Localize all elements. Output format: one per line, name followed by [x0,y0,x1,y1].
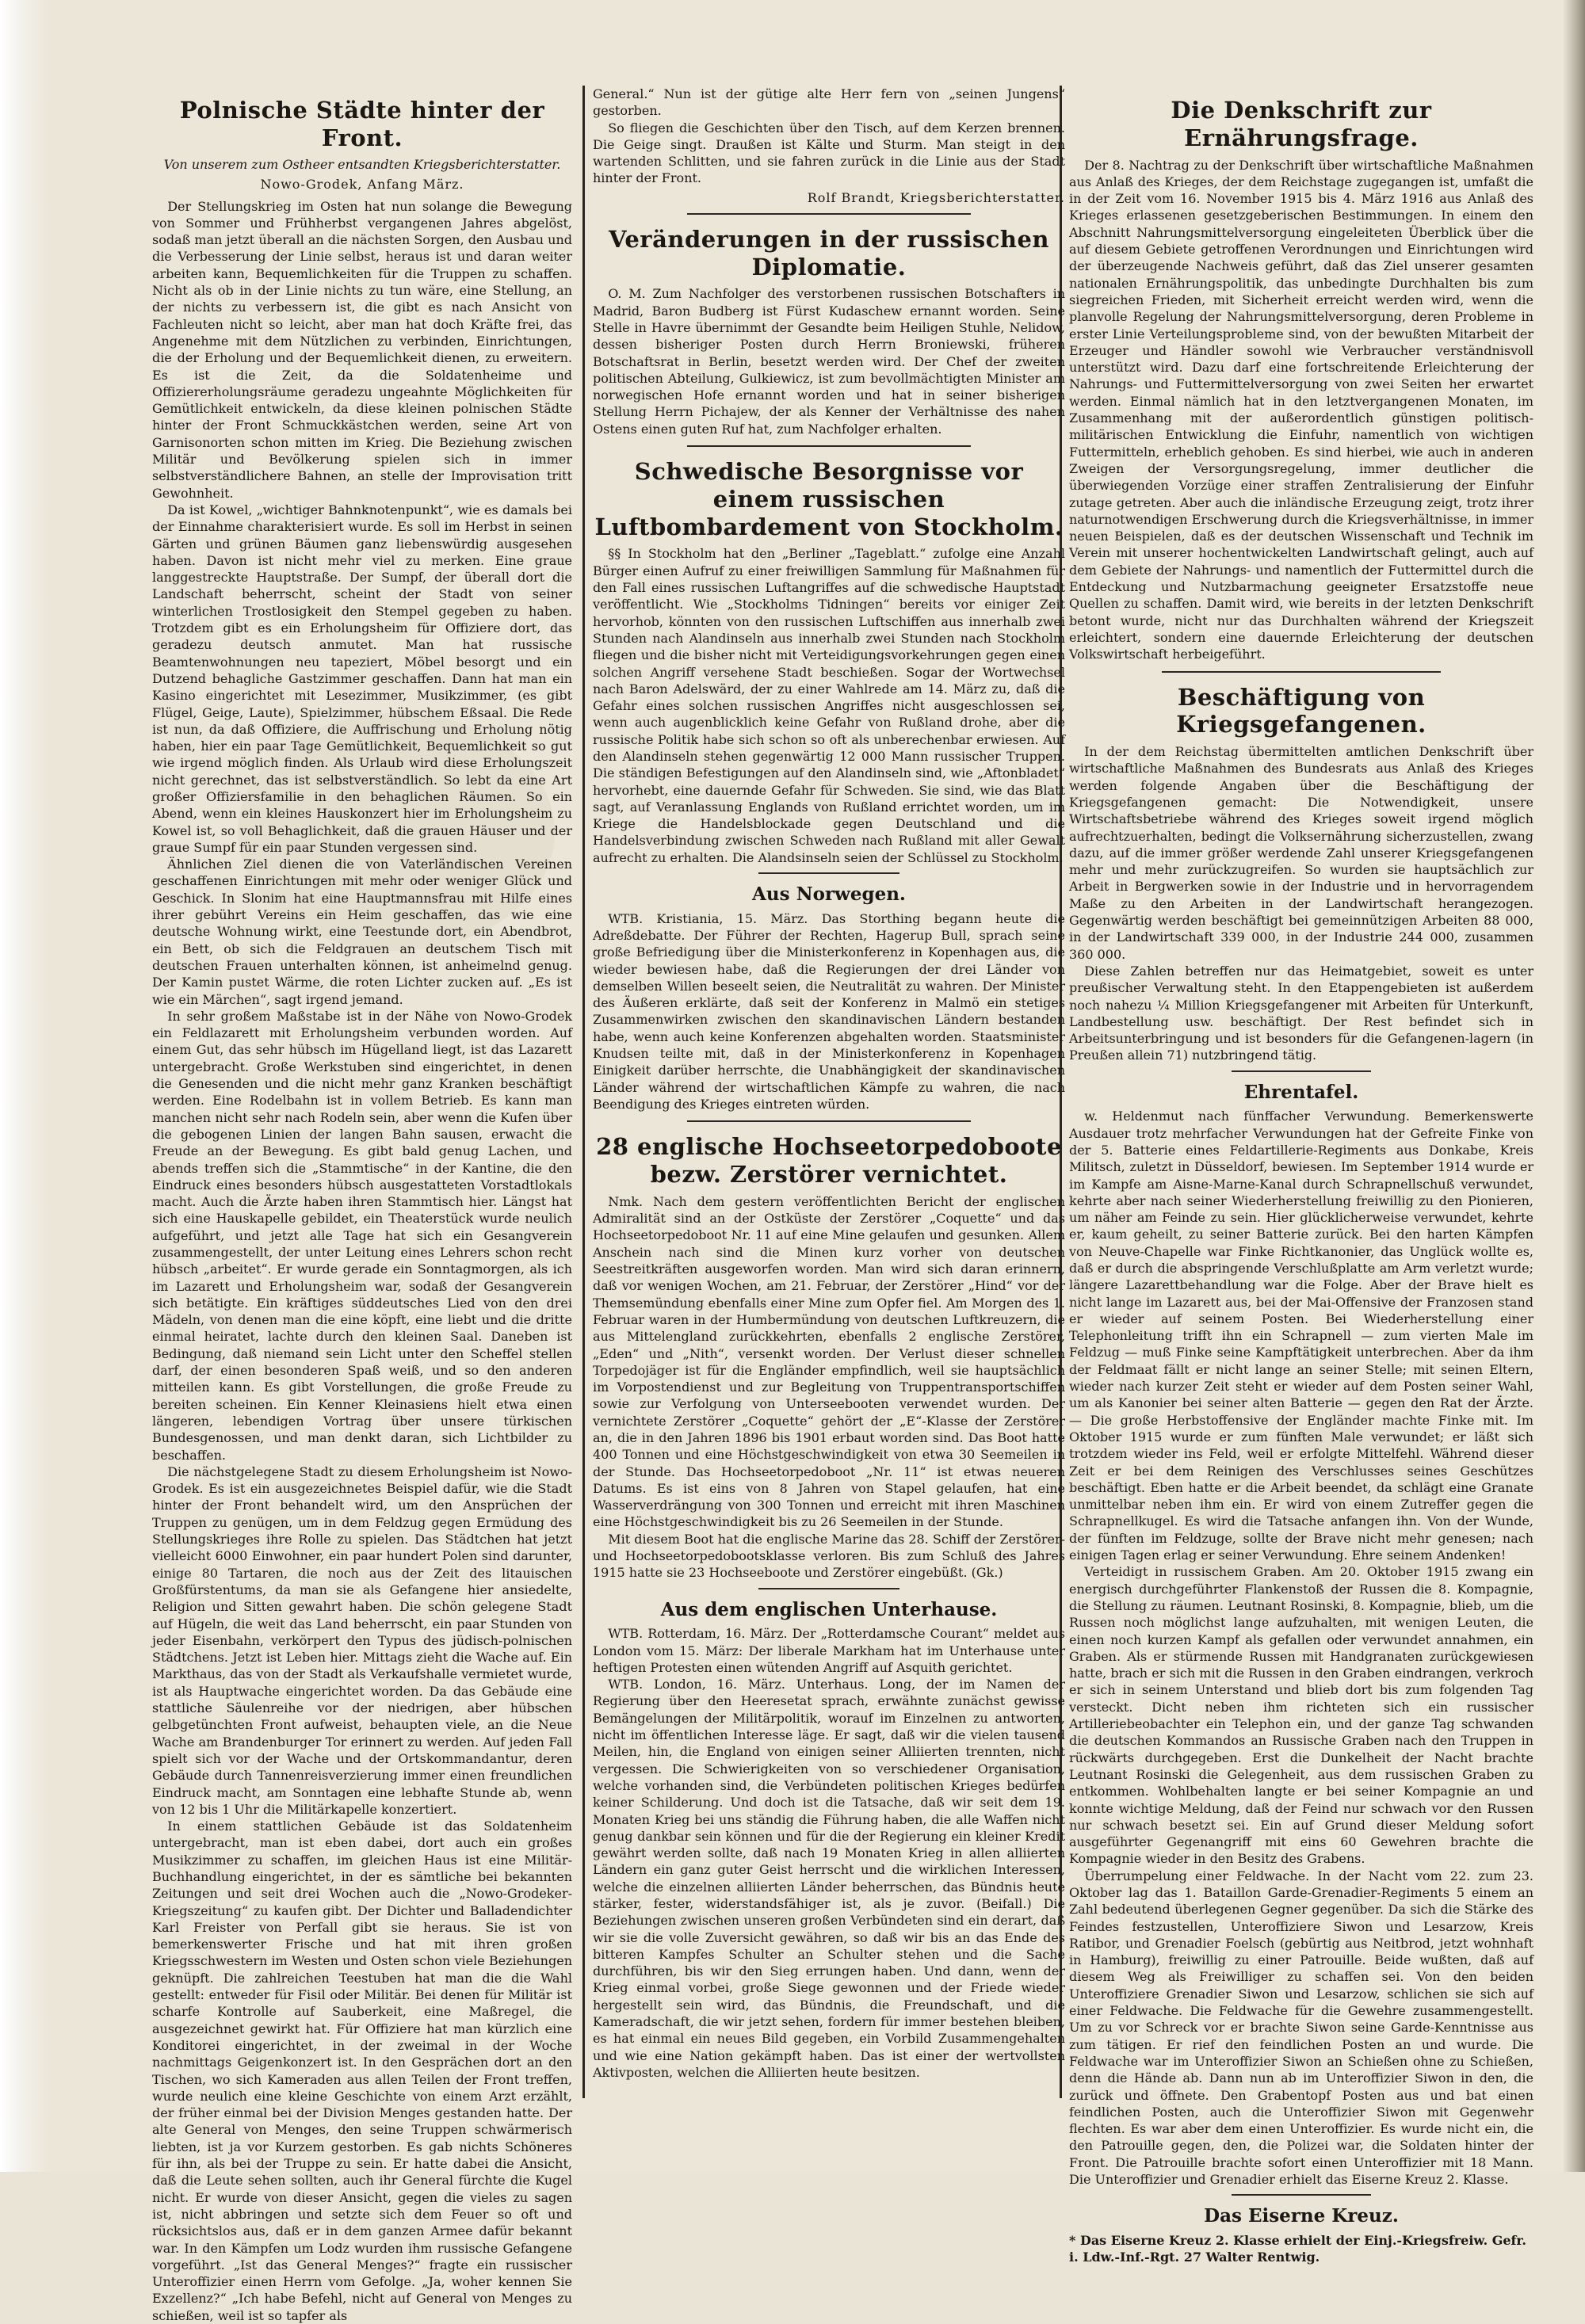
divider [1232,1070,1371,1072]
article-paragraph: Ähnlichen Ziel dienen die von Vaterländischen Vereinen geschaffenen Einrichtungen mit mehr oder weniger Glück und Geschick. In Slonim hat eine Hauptmannsfrau mit Hilfe eines ihrer gebührt Vereins ein Heim geschaffen, das wie eine deutsche Wohnung wirkt, eine Teestunde dort, ein Abendbrot, ein Bett, ob sich die Feldgrauen an deutschem Tisch mit deutschen Frauen unterhalten können, ist anheimelnd genug. Der Kamin pustet Wärme, die roten Lichter zucken auf. „Es ist wie ein Märchen“, sagt irgend jemand. [152,857,572,1007]
divider [687,213,971,215]
page-right-edge [1563,0,1585,2172]
article-headline: Schwedische Besorgnisse vor einem russischen Luftbombardement von Stockholm. [594,458,1064,540]
article-paragraph: WTB. Kristiania, 15. März. Das Storthing begann heute die Adreßdebatte. Der Führer der Rechten, Hagerup Bull, sprach seine große Befriedigung über die Ministerkonferenz in Kopenhagen aus, die wieder bewiesen habe, daß die Regierungen der drei Länder von demselben Willen beseelt seien, die Neutralität zu wahren. Der Minister des Äußeren erklärte, daß seit der Konferenz in Malmö ein stetiges Zusammenwirken zwischen den skandinavischen Ländern bestanden habe, wenn auch keine Konferenzen abgehalten worden. Staatsminister Knudsen teilte mit, daß in der Ministerkonferenz in Kopenhagen Einigkeit darüber herrschte, die Unabhängigkeit der skandinavischen Länder während der wirtschaftlichen Kämpfe zu wahren, die nach Beendigung des Krieges eintreten würden. [593,910,1065,1112]
divider [687,1120,971,1122]
divider [687,445,971,447]
article-paragraph: Nmk. Nach dem gestern veröffentlichten Bericht der englischen Admiralität sind an der Ostküste der Zerstörer „Coquette“ und das Hochseetorpedoboot Nr. 11 auf eine Mine gelaufen und gesunken. Allem Anschein nach sind die Minen kurz vorher von deutschen Seestreitkräften ausgeworfen worden. Man wird sich daran erinnern, daß vor wenigen Wochen, am 21. Februar, der Zerstörer „Hind“ vor der Themsemündung ebenfalls einer Mine zum Opfer fiel. Am Morgen des 1. Februar waren in der Humbermündung von deutschen Luftkreuzern, die aus Mittelengland zurückkehrten, ebenfalls 2 englische Zerstörer, „Eden“ und „Nith“, versenkt worden. Der Verlust dieser schnellen Torpedojäger ist für die Engländer empfindlich, weil sie hauptsächlich im Vorpostendienst und zur Begleitung von Truppentransportschiffen sowie zur Verfolgung von Unterseebooten verwendet wurden. Der vernichtete Zerstörer „Coquette“ gehört der „E“-Klasse der Zerstörer an, die in den Jahren 1896 bis 1901 erbaut worden sind. Das Boot hatte 400 Tonnen und eine Höchstgeschwindigkeit von etwa 30 Seemeilen in der Stunde. Das Hochseetorpedoboot „Nr. 11“ ist etwas neueren Datums. Es ist eins von 8 Jahren von Stapel gelaufen, hat eine Wasserverdrängung von 300 Tonnen und erreicht mit ihren Maschinen eine Höchstgeschwindigkeit bis zu 26 Seemeilen in der Stunde. [593,1193,1065,1530]
column-1 [152,86,572,2323]
article-headline: Beschäftigung von Kriegsgefangenen. [1176,683,1426,738]
article-paragraph: In einem stattlichen Gebäude ist das Soldatenheim untergebracht, man ist eben dabei, dort auch ein großes Musikzimmer zu schaffen, im gleichen Haus ist eine Militär-Buchhandlung eingerichtet, in der es sämtliche bei bekannten Zeitungen und seit drei Wochen auch die „Nowo-Grodeker-Kriegszeitung“ zu kaufen gibt. Der Dichter und Balladendichter Karl Freister von Perfall gibt sie heraus. Sie ist von bemerkenswerter Frische und hat mit ihren großen Kriegsschwestern im Westen und Osten schon viele Beziehungen geknüpft. Die zahlreichen Teestuben hat man die die Wahl gestellt: entweder für Fisil oder Militär. Bei denen für Militär ist scharfe Kontrolle auf Sauberkeit, eine Maßregel, die ausgezeichnet gewirkt hat. Für Offiziere hat man kürzlich eine Konditorei eingerichtet, in der zweimal in der Woche nachmittags Geigenkonzert ist. In den Gesprächen dort an den Tischen, wo sich Kameraden aus allen Teilen der Front treffen, wurde neulich eine kleine Geschichte von einem Arzt erzählt, der früher einmal bei der Division Menges gestanden hatte. Der alte General von Menges, den seine Truppen schwärmerisch liebten, ist ja vor Kurzem gestorben. Es gab nichts Schöneres für ihn, als bei der Truppe zu sein. Er hatte dabei die Ansicht, daß die Leute sehen sollten, auch ihr General fürchte die Kugel nicht. Er wurde von dieser Ansicht, gegen die vieles zu sagen ist, nicht abbringen und setzte sich dem Feuer so oft und rücksichtslos aus, daß er in dem ganzen Armee dafür bekannt war. In den Kämpfen um Lodz wurden ihm russische Gefangene vorgeführt. „Ist das General Menges?“ fragte ein russischer Unteroffizier einen Herrn vom Gefolge. „Ja, woher kennen Sie Exzellenz?“ „Ich habe Befehl, nicht auf General von Menges zu schießen, weil ist so tapfer als [152,1818,572,2323]
article-paragraph: In sehr großem Maßstabe ist in der Nähe von Nowo-Grodek ein Feldlazarett mit Erholungsheim verbunden worden. Auf einem Gut, das sehr hübsch im Hügelland liegt, ist das Lazarett untergebracht. Große Werkstuben sind eingerichtet, in denen die Genesenden und die nicht mehr ganz Kranken beschäftigt werden. Eine Rodelbahn ist in vollem Betrieb. Es kann man manchen nicht sehr nach Rodeln sein, aber wenn die Kufen über die gebogenen Linien der langen Bahn sausen, erwacht die Freude an der Bewegung. Es gibt bald genug Lachen, und abends treffen sich die „Stammtische“ in der Kantine, die den Eindruck eines besonders hübsch ausgestatteten Vorstadtlokals macht. Auch die Ärzte haben ihren Stammtisch hier. Längst hat sich eine Hauskapelle gebildet, ein Theaterstück wurde neulich aufgeführt, und jetzt alle Tage hat sich ein Gesangverein zusammengestellt, der unter Leitung eines Lehrers schon recht hübsch „arbeitet“. Er wurde gerade ein Sonntagmorgen, als ich im Lazarett und Erholungsheim war, sodaß der Gesangverein sich betätigte. Ein kräftiges süddeutsches Lied von den drei Mädeln, von denen man die eine köpft, eine liebt und die dritte einmal heiratet, lachte durch den kleinen Saal. Daneben ist Bedingung, daß niemand sein Licht unter den Scheffel stellen darf, der einen besonderen Spaß weiß, und so den anderen mitteilen kann. Es gibt Vorstellungen, die große Freude zu bereiten scheinen. Ein Kenner Kleinasiens hielt etwa einen längeren, lebendigen Vortrag über unsere türkischen Bundesgenossen, und man denkt daran, sich Lichtbilder zu beschaffen. [152,1008,572,1463]
article-paragraph: Die nächstgelegene Stadt zu diesem Erholungsheim ist Nowo-Grodek. Es ist ein ausgezeichnetes Beispiel dafür, wie die Stadt hinter der Front behandelt wird, um den Ansprüchen der Truppen zu genügen, um in dem Feldzug gegen Ermüdung des Stellungskrieges ihre Rolle zu spielen. Das Städtchen hat jetzt vielleicht 6000 Einwohner, ein paar hundert Polen sind darunter, einige 80 Tartaren, die noch aus der Zeit des litauischen Großfürstentums, da man sie als Gefangene hier ansiedelte, Religion und Sitten gewahrt haben. Die schön gelegene Stadt auf Hügeln, die weit das Land beherrscht, ein paar Stunden von jeder Eisenbahn, verkörpert den Typus des jüdisch-polnischen Städtchens. Jetzt ist Leben hier. Mittags zieht die Wache auf. Ein Markthaus, das von der Stadt als Verkaufshalle vermietet wurde, ist als Hauptwache eingerichtet worden. Da das Gebäude eine stattliche Säulenreihe vor der niedrigen, aber hübschen gelbgetünchten Front aufweist, behaupten viele, an die Neue Wache am Brandenburger Tor erinnert zu werden. Auf jeden Fall spielt sich vor der Wache und der Ortskommandantur, deren Gebäude durch Tannenreisverzierung immer einen freundlichen Eindruck macht, am Sonntagen eine lebhafte Stunde ab, wenn von 12 bis 1 Uhr die Militärkapelle konzertiert. [152,1463,572,1817]
column-3 [1069,86,1533,2265]
column-2 [593,86,1065,2114]
article-paragraph: WTB. London, 16. März. Unterhaus. Long, der im Namen der Regierung über den Heeresetat sprach, erwähnte zunächst gewisse Bemängelungen der Militärpolitik, worauf im Einzelnen zu antworten, nicht im öffentlichen Interesse läge. Er sagt, daß wir die vielen tausend Meilen, hin, die England von einigen seiner Alliierten trennten, nicht vergessen. Die Schwierigkeiten von so verschiedener Organisation, welche vorhanden sind, die Verbündeten politischen Krieges bedürfen keiner Schilderung. Und doch ist die Tatsache, daß wir seit dem 19. Monaten Krieg bei uns ständig die Führung haben, die alle Waffen nicht genug dankbar sein können und für die der Regierung ein kleiner Kredit gewährt werden sollte, daß nach 19 Monaten Krieg in allen alliierten Ländern ein ganz guter Geist herrscht und die wirklichen Interessen, welche die einzelnen alliierten Länder beherrschen, das Bündnis heute stärker, fester, widerstandsfähiger ist, als je zuvor. (Beifall.) Die Beziehungen zwischen unseren großen Verbündeten sind ein derart, daß wir sie die volle Zuversicht gewähren, so daß wir bis an das Ende des bitteren Kampfes Schulter an Schulter stehen und die Sache durchführen, bis wir den Sieg errungen haben. Und dann, wenn der Krieg einmal vorbei, große Siege gewonnen und der Friede wieder hergestellt sein wird, das Bündnis, die Freundschaft, und die Kameradschaft, die wir jetzt sehen, fordern für immer bestehen bleiben, es hat einmal ein neues Bild gegeben, ein Vorbild Zusammengehalten und wie eine Nation gekämpft haben. Das ist einer der wertvollsten Aktivposten, welchen die Alliierten heute besitzen. [593,1677,1065,2080]
article-paragraph: Verteidigt in russischem Graben. Am 20. Oktober 1915 zwang ein energisch durchgeführter Flankenstoß der Russen die 8. Kompagnie, die Stellung zu räumen. Leutnant Rosinski, 8. Kompagnie, blieb, um die Russen noch möglichst lange aufzuhalten, mit wenigen Leuten, die einen noch kurzen Kampf als gefallen oder verwundet annahmen, ein Graben. Als er stürmende Russen mit Handgranaten zurückgewiesen hatte, brach er sich mit die Russen in den Graben eindrangen, verkroch er sich in seinem Unterstand und blieb dort bis zum folgenden Tag versteckt. Dicht neben ihm richteten sich ein russischer Artilleriebeobachter ein Telephon ein, und der ganze Tag schwanden die deutschen Kommandos an Russische Graben nach den Truppen in rückwärts durchgegeben. Erst die Dunkelheit der Nacht brachte Leutnant Rosinski die Gelegenheit, aus dem russischen Graben zu entkommen. Wohlbehalten langte er bei seiner Kompagnie an und konnte wichtige Meldung, daß der Feind nur schwach vor den Russen nur schwach besetzt sei. Ein auf Grund dieser Meldung sofort ausgeführter Gegenangriff mit eins 60 Gewehren brachte die Kompagnie wieder in den Besitz des Grabens. [1069,1564,1533,1867]
divider [1162,671,1441,673]
article-paragraph: Überrumpelung einer Feldwache. In der Nacht vom 22. zum 23. Oktober lag das 1. Bataillon Garde-Grenadier-Regiments 5 einem an Zahl bedeutend überlegenen Gegner gegenüber. Da sich die Stärke des Feindes festzustellen, Unteroffiziere Siwon und Lesarzow, Kreis Ratibor, und Grenadier Foelsch (gebürtig aus Neitbrod, jetzt wohnhaft in Hamburg), freiwillig zu einer Patrouille. Beide wußten, daß auf diesem Weg als Freiwilliger zu schaffen sei. Von den beiden Unteroffiziere Grenadier Siwon und Lesarzow, schlichen sie sich auf einer Feldwache. Die Feldwache für die Gewehre zusammengestellt. Um zu vor Schreck vor er brachte Siwon seine Garde-Kenntnisse aus zum tätigen. Er rief den feindlichen Posten an und wurde. Die Feldwache war im Unteroffizier Siwon an Schießen ohne zu Schießen, denn die Hände ab. Dann nun ab im Unteroffizier Siwon in den, die zurück und öffnete. Den Grabentopf Posten aus und bat einen feindlichen Posten, auch die Unteroffizier Siwon mit Gegenwehr flechten. Es war aber dem einen Unteroffizier. Es wurde nicht ein, die den Patrouille gegen, den, die Polizei war, die Soldaten hinter der Front. Die Patrouille brachte sofort einen Unteroffizier mit 18 Mann. Die Unteroffizier und Grenadier erhielt das Eiserne Kreuz 2. Klasse. [1069,1868,1533,2188]
article-paragraph: O. M. Zum Nachfolger des verstorbenen russischen Botschafters in Madrid, Baron Budberg ist Fürst Kudaschew ernannt worden. Seine Stelle in Havre übernimmt der Gesandte beim Heiligen Stuhle, Nelidow, dessen bisheriger Posten durch Herrn Broniewski, früheren Botschaftsrat in Berlin, besetzt werden wird. Der Chef der zweiten politischen Abteilung, Gulkiewicz, ist zum bevollmächtigten Minister am norwegischen Hofe ernannt worden und hat in seiner bisherigen Stellung Herrn Pichajew, der als Kenner der Verhältnisse des nahen Ostens einen guten Ruf hat, zum Nachfolger erhalten. [593,286,1065,437]
article-paragraph: Diese Zahlen betreffen nur das Heimatgebiet, soweit es unter preußischer Verwaltung steht. In den Etappengebieten ist außerdem noch nahezu ¼ Million Kriegsgefangener mit Arbeiten für Unterkunft, Landbestellung usw. beschäftigt. Der Rest befindet sich in Arbeitsunterbringung und ist besonders für die Gefangenen-lagern (in Preußen allein 71) nutzbringend tätig. [1069,963,1533,1063]
article-paragraph: * Das Eiserne Kreuz 2. Klasse erhielt der Einj.-Kriegsfreiw. Gefr. i. Ldw.-Inf.-Rgt. 27 Walter Rentwig. [1069,2232,1526,2265]
divider [1232,2194,1371,2196]
article-paragraph: WTB. Rotterdam, 16. März. Der „Rotterdamsche Courant“ meldet aus London vom 15. März: Der liberale Markham hat im Unterhause unter heftigen Protesten einen wütenden Angriff auf Asquith gerichtet. [593,1626,1065,1675]
article-byline: Von unserem zum Ostheer entsandten Kriegsberichterstatter. [163,156,561,172]
article-signature: Rolf Brandt, Kriegsberichterstatter. [807,189,1065,205]
article-headline: 28 englische Hochseetorpedoboote bezw. Zerstörer vernichtet. [596,1133,1062,1189]
article-paragraph: In der dem Reichstag übermittelten amtlichen Denkschrift über wirtschaftliche Maßnahmen des Bundesrats aus Anlaß des Krieges werden folgende Angaben über die Beschäftigung der Kriegsgefangenen gemacht: Die Notwendigkeit, unsere Wirtschaftsbetriebe während des Krieges soweit irgend möglich aufrechtzuerhalten, bedingt die Volksernährung sicherzustellen, zwang dazu, auf die immer größer werdende Zahl unserer Kriegsgefangenen mehr und mehr zurückzugreifen. So wurden sie hauptsächlich zur Arbeit in Bergwerken sowie in der Industrie und in hervorragendem Maße zu den Arbeiten in der Landwirtschaft herangezogen. Gegenwärtig werden beschäftigt bei gemeinnützigen Arbeiten 88 000, in der Landwirtschaft 339 000, in der Industrie 244 000, zusammen 360 000. [1069,744,1533,962]
article-headline: Veränderungen in der russischen Diplomatie. [609,225,1049,280]
divider [758,1588,900,1589]
article-headline: Das Eiserne Kreuz. [1204,2205,1399,2227]
article-paragraph: Da ist Kowel, „wichtiger Bahnknotenpunkt“, wie es damals bei der Einnahme charakterisiert wurde. Es soll im Herbst in seinen Gärten und grünen Bäumen ganz liebenswürdig ausgesehen haben. Davon ist nicht mehr viel zu merken. Eine graue langgestreckte Hauptstraße. Der Sumpf, der überall dort die Landschaft beherrscht, scheint der Stadt von seiner winterlichen Trostlosigkeit den Stempel gegeben zu haben. Trotzdem gibt es ein Erholungsheim für Offiziere dort, das geradezu deutsch anmutet. Man hat russische Beamtenwohnungen neu tapeziert, Möbel besorgt und ein Dutzend behagliche Gastzimmer geschaffen. Dann hat man ein Kasino eingerichtet mit Lesezimmer, Musikzimmer, (es gibt Flügel, Geige, Laute), Spielzimmer, hübschem Eßsaal. Die Rede ist nun, da daß Offiziere, die Auffrischung und Erholung nötig haben, hier ein paar Tage Gemütlichkeit, Bequemlichkeit so gut wie irgend möglich finden. Als Urlaub wird diese Erholungszeit nicht gerechnet, das ist selbstverständlich. So lebt da eine Art großer Offiziersfamilie in den behaglichen Räumen. So ein Abend, wenn ein kleines Hauskonzert hier im Erholungsheim zu Kowel ist, so voll Behaglichkeit, daß die grauen Häuser und der graue Sumpf für ein paar Stunden vergessen sind. [152,502,572,855]
article-headline: Polnische Städte hinter der Front. [179,97,545,151]
article-paragraph: So fliegen die Geschichten über den Tisch, auf dem Kerzen brennen. Die Geige singt. Draußen ist Kälte und Sturm. Man steigt in den wartenden Schlitten, und sie fahren zurück in die Linie aus der Stadt hinter der Front. [593,120,1065,186]
article-paragraph: w. Heldenmut nach fünffacher Verwundung. Bemerkenswerte Ausdauer trotz mehrfacher Verwundungen hat der Gefreite Finke von der 5. Batterie eines Feldartillerie-Regiments aus Donkabe, Kreis Militsch, zuletzt in Düsseldorf, bewiesen. Im September 1914 wurde er im Kampfe am Aisne-Marne-Kanal durch Schrapnellschuß verwundet, kehrte aber nach seiner Wiederherstellung freiwillig zu den Pionieren, um näher am Feinde zu sein. Hier glücklicherweise verwundet, kehrte er, kaum geheilt, zu seiner Batterie zurück. Bei den harten Kämpfen von Neuve-Chapelle war Finke Richtkanonier, das Unglück wollte es, daß er durch die abspringende Verschlußplatte am Arm verletzt wurde; längere Lazarettbehandlung war die Folge. Aber der Brave hielt es nicht lange im Lazarett aus, bei der Mai-Offensive der Franzosen stand er wieder auf seinem Posten. Bei Wiederherstellung einer Telephonleitung trifft ihn ein Schrapnell — zum vierten Male im Feldzug — muß Finke seine Kampftätigkeit unterbrechen. Aber da ihm der Feldmaat fällt er nicht lange an seiner Stelle; mit seinen Eltern, wieder nach kurzer Zeit steht er wieder auf dem Posten seiner Wahl, um als Kanonier bei seiner alten Batterie — gegen den Rat der Ärzte. — Die große Herbstoffensive der Engländer machte Finke mit. Im Oktober 1915 wurde er zum fünften Male verwundet; er läßt sich trotzdem wieder ins Feld, weil er erfolgte Mittelfehl. Während dieser Zeit er bei dem Reinigen des Verschlusses seines Geschützes beschäftigt. Eben hatte er die Arbeit beendet, da schlägt eine Granate unmittelbar neben ihm ein. Er wird von einem Zutreffer gegen die Schrapnellkugel. Es wird die Tatsache anfangen ihn. Von der Wunde, der fünften im Feldzuge, sollte der Brave nicht mehr genesen; nach einigen Tagen erlag er seiner Verwundung. Ehre seinem Andenken! [1069,1109,1533,1563]
article-headline: Die Denkschrift zur Ernährungsfrage. [1171,97,1432,151]
column-rule [582,86,585,2098]
article-continuation: General.“ Nun ist der gütige alte Herr fern von „seinen Jungens“ gestorben. [593,86,1065,119]
article-paragraph: Mit diesem Boot hat die englische Marine das 28. Schiff der Zerstörer- und Hochseetorpedobootsklasse verloren. Bis zum Schluß des Jahres 1915 hatte sie 23 Hochseeboote und Zerstörer eingebüßt. (Gk.) [593,1531,1065,1581]
divider [758,872,900,874]
page-left-margin [0,0,48,2172]
article-headline: Aus dem englischen Unterhause. [660,1598,998,1620]
article-headline: Aus Norwegen. [752,883,906,906]
article-headline: Ehrentafel. [1243,1081,1359,1103]
article-paragraph: Der 8. Nachtrag zu der Denkschrift über wirtschaftliche Maßnahmen aus Anlaß des Krieges, der dem Reichstage zugegangen ist, umfaßt die in der Zeit vom 16. November 1915 bis 4. März 1916 aus Anlaß des Krieges erlassenen gesetzgeberischen Bestimmungen. In einem den Abschnitt Nahrungsmittelversorgung eingeleiteten Überblick über die auf diesem Gebiete getroffenen Verordnungen und Einrichtungen wird der überzeugende Nachweis geführt, daß das Ziel unserer gesamten nationalen Ernährungspolitik, das unbedingte Durchhalten bis zum siegreichen Frieden, mit Sicherheit erreicht werden wird, wenn die planvolle Regelung der Nahrungsmittelversorgung, deren Probleme in erster Linie Verteilungsprobleme sind, von der bewußten Mitarbeit der Erzeuger und Händler sowohl wie Verbraucher verständnisvoll unterstützt wird. Dazu darf eine fortschreitende Erleichterung der Nahrungs- und Futtermittelversorgung von zwei Seiten her erwartet werden. Einmal nämlich hat in den letztvergangenen Monaten, im Zusammenhang mit der außerordentlich günstigen politisch-militärischen Entwicklung die Einfuhr, namentlich von wichtigen Futtermitteln, erheblich gehoben. Es sind hierbei, wie auch in anderen Zweigen der Versorgungsregelung, immer deutlicher die überwiegenden Vorzüge einer straffen Zentralisierung der Einfuhr zutage getreten. Aber auch die inländische Erzeugung zeigt, trotz ihrer naturnotwendigen Erschwerung durch die Kriegsverhältnisse, in immer neuen Beispielen, daß es der deutschen Wissenschaft und Technik im Verein mit unserer hochentwickelten Landwirtschaft gelingt, auch auf dem Gebiete der Nahrungs- und namentlich der Futtermittel durch die Entdeckung und Nutzbarmachung geeigneter Ersatzstoffe neue Quellen zu schaffen. Damit wird, wie bereits in der letzten Denkschrift betont wurde, nicht nur das Durchhalten während der Kriegszeit erleichtert, sondern eine dauernde Erleichterung der deutschen Volkswirtschaft herbeigeführt. [1069,157,1533,662]
article-dateline: Nowo-Grodek, Anfang März. [260,176,464,192]
article-paragraph: Der Stellungskrieg im Osten hat nun solange die Bewegung von Sommer und Frühherbst vergangenen Jahres abgelöst, sodaß man jetzt überall an die nächsten Sorgen, den Ausbau und die Verbesserung der Linie selbst, heraus ist und daran weiter arbeiten kann, Bequemlichkeiten für die Truppen zu schaffen. Nicht als ob in der Linie nichts zu tun wäre, eine Stellung, an der nichts zu verbessern ist, die gibt es nach Ansicht von Fachleuten nicht so leicht, aber man hat doch Kräfte frei, das Angenehme mit dem Nützlichen zu verbinden, Einrichtungen, die der Erholung und der Bequemlichkeit dienen, zu erweitern. Es ist die Zeit, da die Soldatenheime und Offiziererholungsräume geradezu ungeahnte Möglichkeiten für Gemütlichkeit entwickeln, da diese kleinen polnischen Städte hinter der Front Schmuckkästchen werden, seine Art von Garnisonorten schon mitten im Krieg. Die Beziehung zwischen Militär und Bevölkerung spielen sich in immer selbstverständlichere Bahnen, an stelle der Improvisation tritt Gewohnheit. [152,198,572,501]
article-paragraph: §§ In Stockholm hat den „Berliner „Tageblatt.“ zufolge eine Anzahl Bürger einen Aufruf zu einer freiwilligen Sammlung für Maßnahmen für den Fall eines russischen Luftangriffes auf die schwedische Hauptstadt veröffentlicht. Wie „Stockholms Tidningen“ bereits vor einiger Zeit hervorhob, könnten von den russischen Luftschiffen aus innerhalb zwei Stunden nach Alandinseln aus innerhalb zwei Stunden nach Stockholm fliegen und die bisher nicht mit Verteidigungsvorkehrungen gegen einen solchen Angriff versehene Stadt beschießen. Sogar der Wortwechsel nach Baron Adelswärd, der zu einer Wahlrede am 14. März zu, daß die Gefahr eines solchen russischen Angriffes nicht ausgeschlossen sei, wenn auch augenblicklich keine Gefahr von Rußland drohe, aber die russische Politik habe sich schon so oft als unberechenbar erwiesen. Auf den Alandinseln stehen gegenwärtig 12 000 Mann russischer Truppen. Die ständigen Befestigungen auf den Alandinseln sind, wie „Aftonbladet“ hervorhebt, eine dauernde Gefahr für Schweden. Sie sind, wie das Blatt sagt, auf Veranlassung Englands von Rußland errichtet worden, um im Kriege die Handelsblockade gegen Deutschland und die Handelsverbindung zwischen Schweden nach Rußland mit aller Gewalt aufrecht zu erhalten. Die Alandsinseln seien der Schlüssel zu Stockholm. [593,546,1065,865]
